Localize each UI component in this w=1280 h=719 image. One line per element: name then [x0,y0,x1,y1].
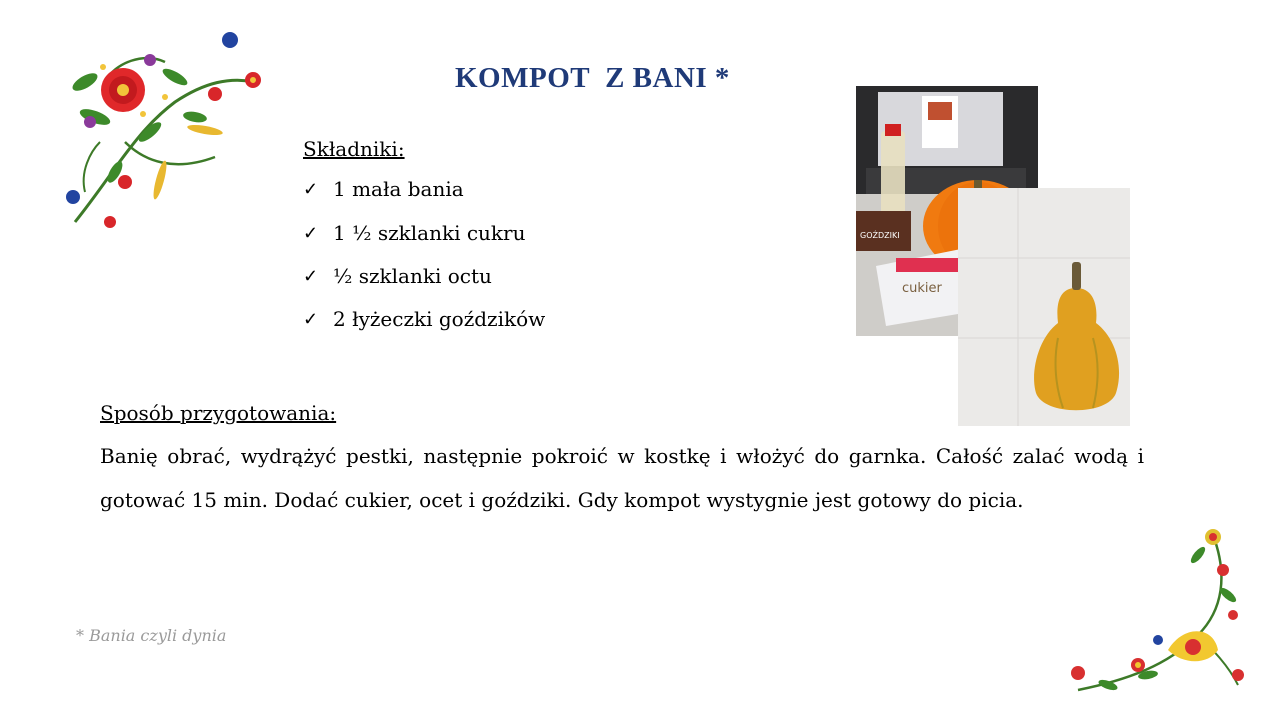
ingredient-item [303,177,464,201]
package-label: GOŹDZIKI [860,231,900,240]
checkmark-icon: ✓ [303,178,319,200]
ingredient-label: 1 ½ szklanki cukru [333,221,526,245]
ingredient-item [303,221,525,245]
ingredient-label: ½ szklanki octu [333,264,492,288]
ingredients-heading: Składniki: [303,137,405,161]
floral-ornament-top-left [55,22,275,237]
method-heading: Sposób przygotowania: [100,401,337,425]
checkmark-icon: ✓ [303,308,319,330]
ingredient-label: 1 mała bania [333,177,464,201]
page-title: KOMPOT Z BANI * [455,62,730,94]
sugar-label: cukier [902,281,942,296]
ingredient-item [303,264,492,288]
footnote: * Bania czyli dynia [76,626,227,645]
method-text: Banię obrać, wydrążyć pestki, następnie pokroić w kostkę i włożyć do garnka. Całość zalać wodą i gotować 15 min. Dodać cukier, ocet i goździki. Gdy kompot wystygnie jest gotowy do picia. [100,444,1144,512]
ingredient-label: 2 łyżeczki goździków [333,307,546,331]
checkmark-icon: ✓ [303,222,319,244]
squash-photo-illustration [958,188,1130,426]
floral-ornament-bottom-right [1048,515,1248,705]
squash-photo [958,188,1130,426]
ingredient-item [303,307,545,331]
checkmark-icon: ✓ [303,265,319,287]
